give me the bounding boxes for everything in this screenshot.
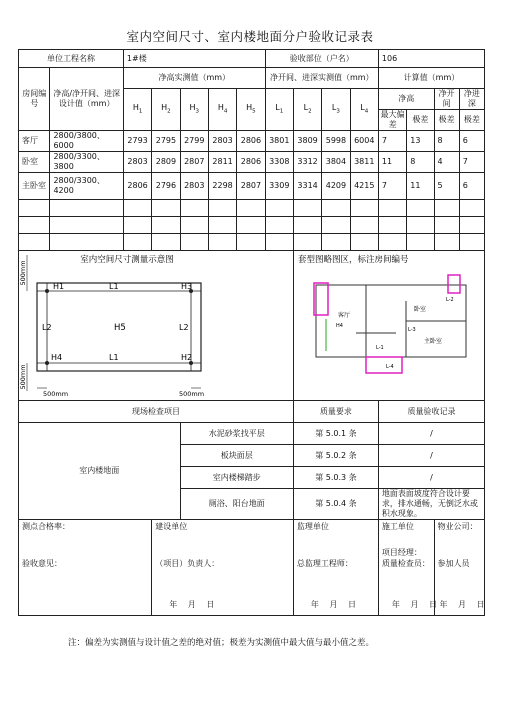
- measurement-diagram-cell: [19, 251, 294, 401]
- supervise-person-label: 总监理工程师：: [296, 559, 353, 568]
- cell: 5: [434, 173, 459, 200]
- plan-label-l4: L-4: [385, 364, 394, 370]
- plan-label-living: 客厅: [337, 312, 350, 319]
- col-inspection-item: 现场检查项目: [19, 401, 294, 423]
- cell: 2298: [208, 173, 236, 200]
- construct-qc-label: 质量检查员：: [381, 559, 430, 568]
- inspection-req: 第 5.0.1 条: [293, 423, 378, 445]
- supervise-date: 年 月 日: [310, 600, 357, 609]
- sign-build-unit: [152, 520, 294, 616]
- inspection-rec: /: [378, 423, 484, 445]
- col-l3: $L_3$: [322, 89, 350, 131]
- cell: 7: [378, 173, 406, 200]
- room-name: 主卧室: [19, 173, 50, 200]
- inspection-req: 第 5.0.4 条: [293, 489, 378, 520]
- empty-row: [19, 217, 485, 234]
- col-room-no: 房间编号: [19, 68, 50, 131]
- label-h3: H3: [181, 282, 193, 291]
- col-calc-group: 计算值（mm）: [378, 68, 484, 89]
- cell: 2795: [152, 131, 180, 152]
- cell: 11: [378, 152, 406, 173]
- cell: 2806: [237, 131, 265, 152]
- location-label: 验收部位（户名）: [265, 50, 378, 68]
- col-range-3: 极差: [459, 110, 484, 131]
- col-span-sub: 净开间: [434, 89, 459, 110]
- inspection-req: 第 5.0.2 条: [293, 445, 378, 467]
- col-range-1: 极差: [407, 110, 434, 131]
- col-h4: $H_4$: [208, 89, 236, 131]
- footnote: 注：偏差为实测值与设计值之差的绝对值；极差为实测值中最大值与最小值之差。: [68, 638, 375, 648]
- empty-row: [19, 234, 485, 251]
- property-date: 年 月 日: [439, 600, 485, 609]
- cell: 5998: [322, 131, 350, 152]
- col-span-group: 净开间、进深实测值（mm）: [265, 68, 378, 89]
- opinion-label: 验收意见：: [22, 559, 62, 568]
- inspection-rec: /: [378, 445, 484, 467]
- floor-plan-sketch: [296, 251, 506, 397]
- cell: 2806: [123, 173, 151, 200]
- cell: 8: [434, 131, 459, 152]
- cell: 4215: [350, 173, 378, 200]
- col-l1: $L_1$: [265, 89, 293, 131]
- room-name: 客厅: [19, 131, 50, 152]
- build-person-label: （项目）负责人：: [155, 559, 220, 568]
- dim-bottom: 500mm: [19, 364, 27, 390]
- cell: 2796: [152, 173, 180, 200]
- inspection-item: 板块面层: [180, 445, 293, 467]
- col-range-2: 极差: [434, 110, 459, 131]
- cell: 2806: [237, 152, 265, 173]
- cell: 4209: [322, 173, 350, 200]
- construct-pm-label: 项目经理：: [381, 548, 422, 557]
- location-value: 106: [378, 50, 484, 68]
- col-h5: $H_5$: [237, 89, 265, 131]
- cell: 11: [407, 173, 434, 200]
- cell: 2809: [152, 152, 180, 173]
- col-max-dev: 最大偏差: [378, 110, 406, 131]
- col-l2: $L_2$: [293, 89, 321, 131]
- record-table: [18, 49, 485, 616]
- cell: 8: [407, 152, 434, 173]
- col-h3: $H_3$: [180, 89, 208, 131]
- cell: 3809: [293, 131, 321, 152]
- construct-date: 年 月 日: [391, 600, 437, 609]
- inspection-item: 水泥砂浆找平层: [180, 423, 293, 445]
- diagram-caption-right: 套型图略图区，标注房间编号: [297, 255, 409, 265]
- sign-supervise-unit: [293, 520, 378, 616]
- project-label: 单位工程名称: [19, 50, 124, 68]
- cell: 2803: [123, 152, 151, 173]
- plan-label-l3: L-3: [407, 327, 416, 333]
- construct-unit-label: 施工单位: [381, 522, 414, 531]
- design-value: 2800/3300、4200: [50, 173, 123, 200]
- cell: 13: [407, 131, 434, 152]
- dim-br: 500mm: [179, 390, 205, 398]
- project-value: 1#楼: [123, 50, 265, 68]
- build-date: 年 月 日: [169, 600, 215, 609]
- empty-row: [19, 200, 485, 217]
- label-l1-b: L1: [109, 353, 119, 362]
- cell: 2803: [180, 173, 208, 200]
- cell: 2799: [180, 131, 208, 152]
- cell: 3801: [265, 131, 293, 152]
- page-title: 室内空间尺寸、室内楼地面分户验收记录表: [126, 29, 374, 44]
- cell: 3804: [322, 152, 350, 173]
- col-h1: $H_1$: [123, 89, 151, 131]
- build-unit-label: 建设单位: [155, 522, 188, 531]
- col-height-group: 净高实测值（mm）: [123, 68, 265, 89]
- col-design: 净高/净开间、进深设计值（mm）: [50, 68, 123, 131]
- cell: 4: [434, 152, 459, 173]
- inspection-item: 室内楼梯踏步: [180, 467, 293, 489]
- cell: 6: [459, 173, 484, 200]
- floor-plan-walls: [316, 285, 466, 357]
- cell: 6: [459, 131, 484, 152]
- cell: 6004: [350, 131, 378, 152]
- property-person-label: 参加人员: [437, 559, 470, 568]
- col-height-sub: 净高: [378, 89, 434, 110]
- inspection-rec: /: [378, 467, 484, 489]
- cell: 2807: [180, 152, 208, 173]
- plan-label-bedroom: 卧室: [413, 306, 426, 313]
- property-label: 物业公司：: [437, 522, 478, 531]
- cell: 2793: [123, 131, 151, 152]
- cell: 2807: [237, 173, 265, 200]
- pass-rate-label: 测点合格率：: [22, 522, 70, 531]
- plan-label-l2: L-2: [445, 297, 454, 303]
- inspection-req: 第 5.0.3 条: [293, 467, 378, 489]
- cell: 3312: [293, 152, 321, 173]
- inspection-category: 室内楼地面: [19, 423, 181, 520]
- label-h4: H4: [51, 353, 63, 362]
- sign-property: [434, 520, 484, 616]
- diagram-caption-left: 室内空间尺寸测量示意图: [80, 255, 174, 265]
- plan-label-master: 主卧室: [423, 338, 442, 345]
- cell: 2803: [208, 131, 236, 152]
- design-value: 2800/3300、3800: [50, 152, 123, 173]
- room-name: 卧室: [19, 152, 50, 173]
- table-row: [19, 152, 485, 173]
- plan-label-h4: H4: [335, 323, 343, 329]
- inspection-rec: 地面表面坡度符合设计要求，排水通畅，无倒泛水或积水现象。: [378, 489, 484, 520]
- design-value: 2800/3800、6000: [50, 131, 123, 152]
- dim-bl: 500mm: [43, 390, 69, 398]
- col-h2: $H_2$: [152, 89, 180, 131]
- cell: 7: [459, 152, 484, 173]
- col-quality-rec: 质量验收记录: [378, 401, 484, 423]
- cell: 3308: [265, 152, 293, 173]
- floor-plan-cell: [293, 251, 484, 401]
- plan-label-l1: L-1: [375, 345, 384, 351]
- inspection-item: 厕浴、阳台地面: [180, 489, 293, 520]
- label-l2-left: L2: [42, 323, 52, 332]
- cell: 3309: [265, 173, 293, 200]
- label-h1: H1: [53, 282, 65, 291]
- cell: 7: [378, 131, 406, 152]
- cell: 3314: [293, 173, 321, 200]
- col-l4: $L_4$: [350, 89, 378, 131]
- label-l2-right: L2: [179, 323, 189, 332]
- supervise-unit-label: 监理单位: [296, 522, 329, 531]
- table-row: [19, 173, 485, 200]
- cell: 3811: [350, 152, 378, 173]
- col-quality-req: 质量要求: [293, 401, 378, 423]
- sign-construct-unit: [378, 520, 437, 616]
- cell: 2811: [208, 152, 236, 173]
- measurement-diagram: [21, 251, 233, 397]
- label-h2: H2: [181, 353, 193, 362]
- label-l1: L1: [109, 282, 119, 291]
- sign-pass-rate: [19, 520, 152, 616]
- label-h5: H5: [114, 323, 126, 333]
- col-depth-sub: 净进深: [459, 89, 484, 110]
- table-row: [19, 131, 485, 152]
- dim-top: 500mm: [19, 260, 27, 286]
